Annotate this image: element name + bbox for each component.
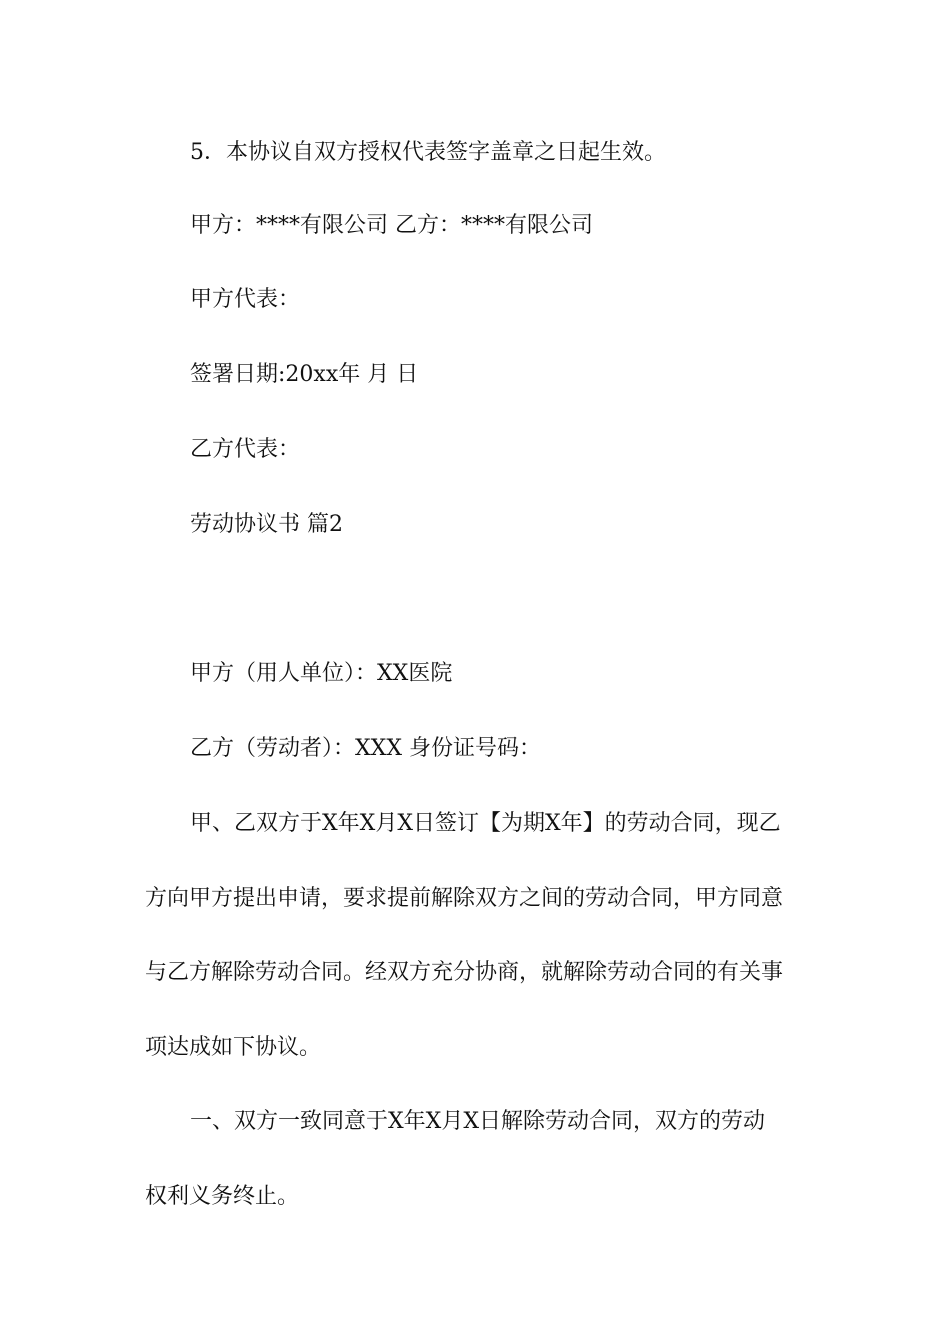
party-a-employer-line: 甲方（用人单位）：XX医院	[190, 661, 453, 686]
paragraph-line: 甲、乙双方于X年X月X日签订【为期X年】的劳动合同，现乙	[190, 811, 781, 836]
paragraph-line: 项达成如下协议。	[145, 1035, 322, 1060]
signing-date-line: 签署日期:20xx年 月 日	[190, 362, 419, 387]
party-b-representative-label: 乙方代表：	[190, 437, 301, 462]
paragraph-line: 方向甲方提出申请，要求提前解除双方之间的劳动合同，甲方同意	[145, 886, 784, 911]
clause-1-line: 一、双方一致同意于X年X月X日解除劳动合同，双方的劳动	[190, 1109, 765, 1134]
section-title: 劳动协议书 篇2	[190, 512, 343, 537]
party-a-representative-label: 甲方代表：	[190, 287, 301, 312]
paragraph-line: 与乙方解除劳动合同。经双方充分协商，就解除劳动合同的有关事	[145, 960, 784, 985]
party-b-employee-line: 乙方（劳动者）：XXX 身份证号码：	[190, 736, 541, 761]
clause-5-effective: 5．本协议自双方授权代表签字盖章之日起生效。	[190, 140, 666, 165]
clause-1-line: 权利义务终止。	[145, 1184, 300, 1209]
party-names-line: 甲方：****有限公司 乙方：****有限公司	[190, 213, 593, 238]
